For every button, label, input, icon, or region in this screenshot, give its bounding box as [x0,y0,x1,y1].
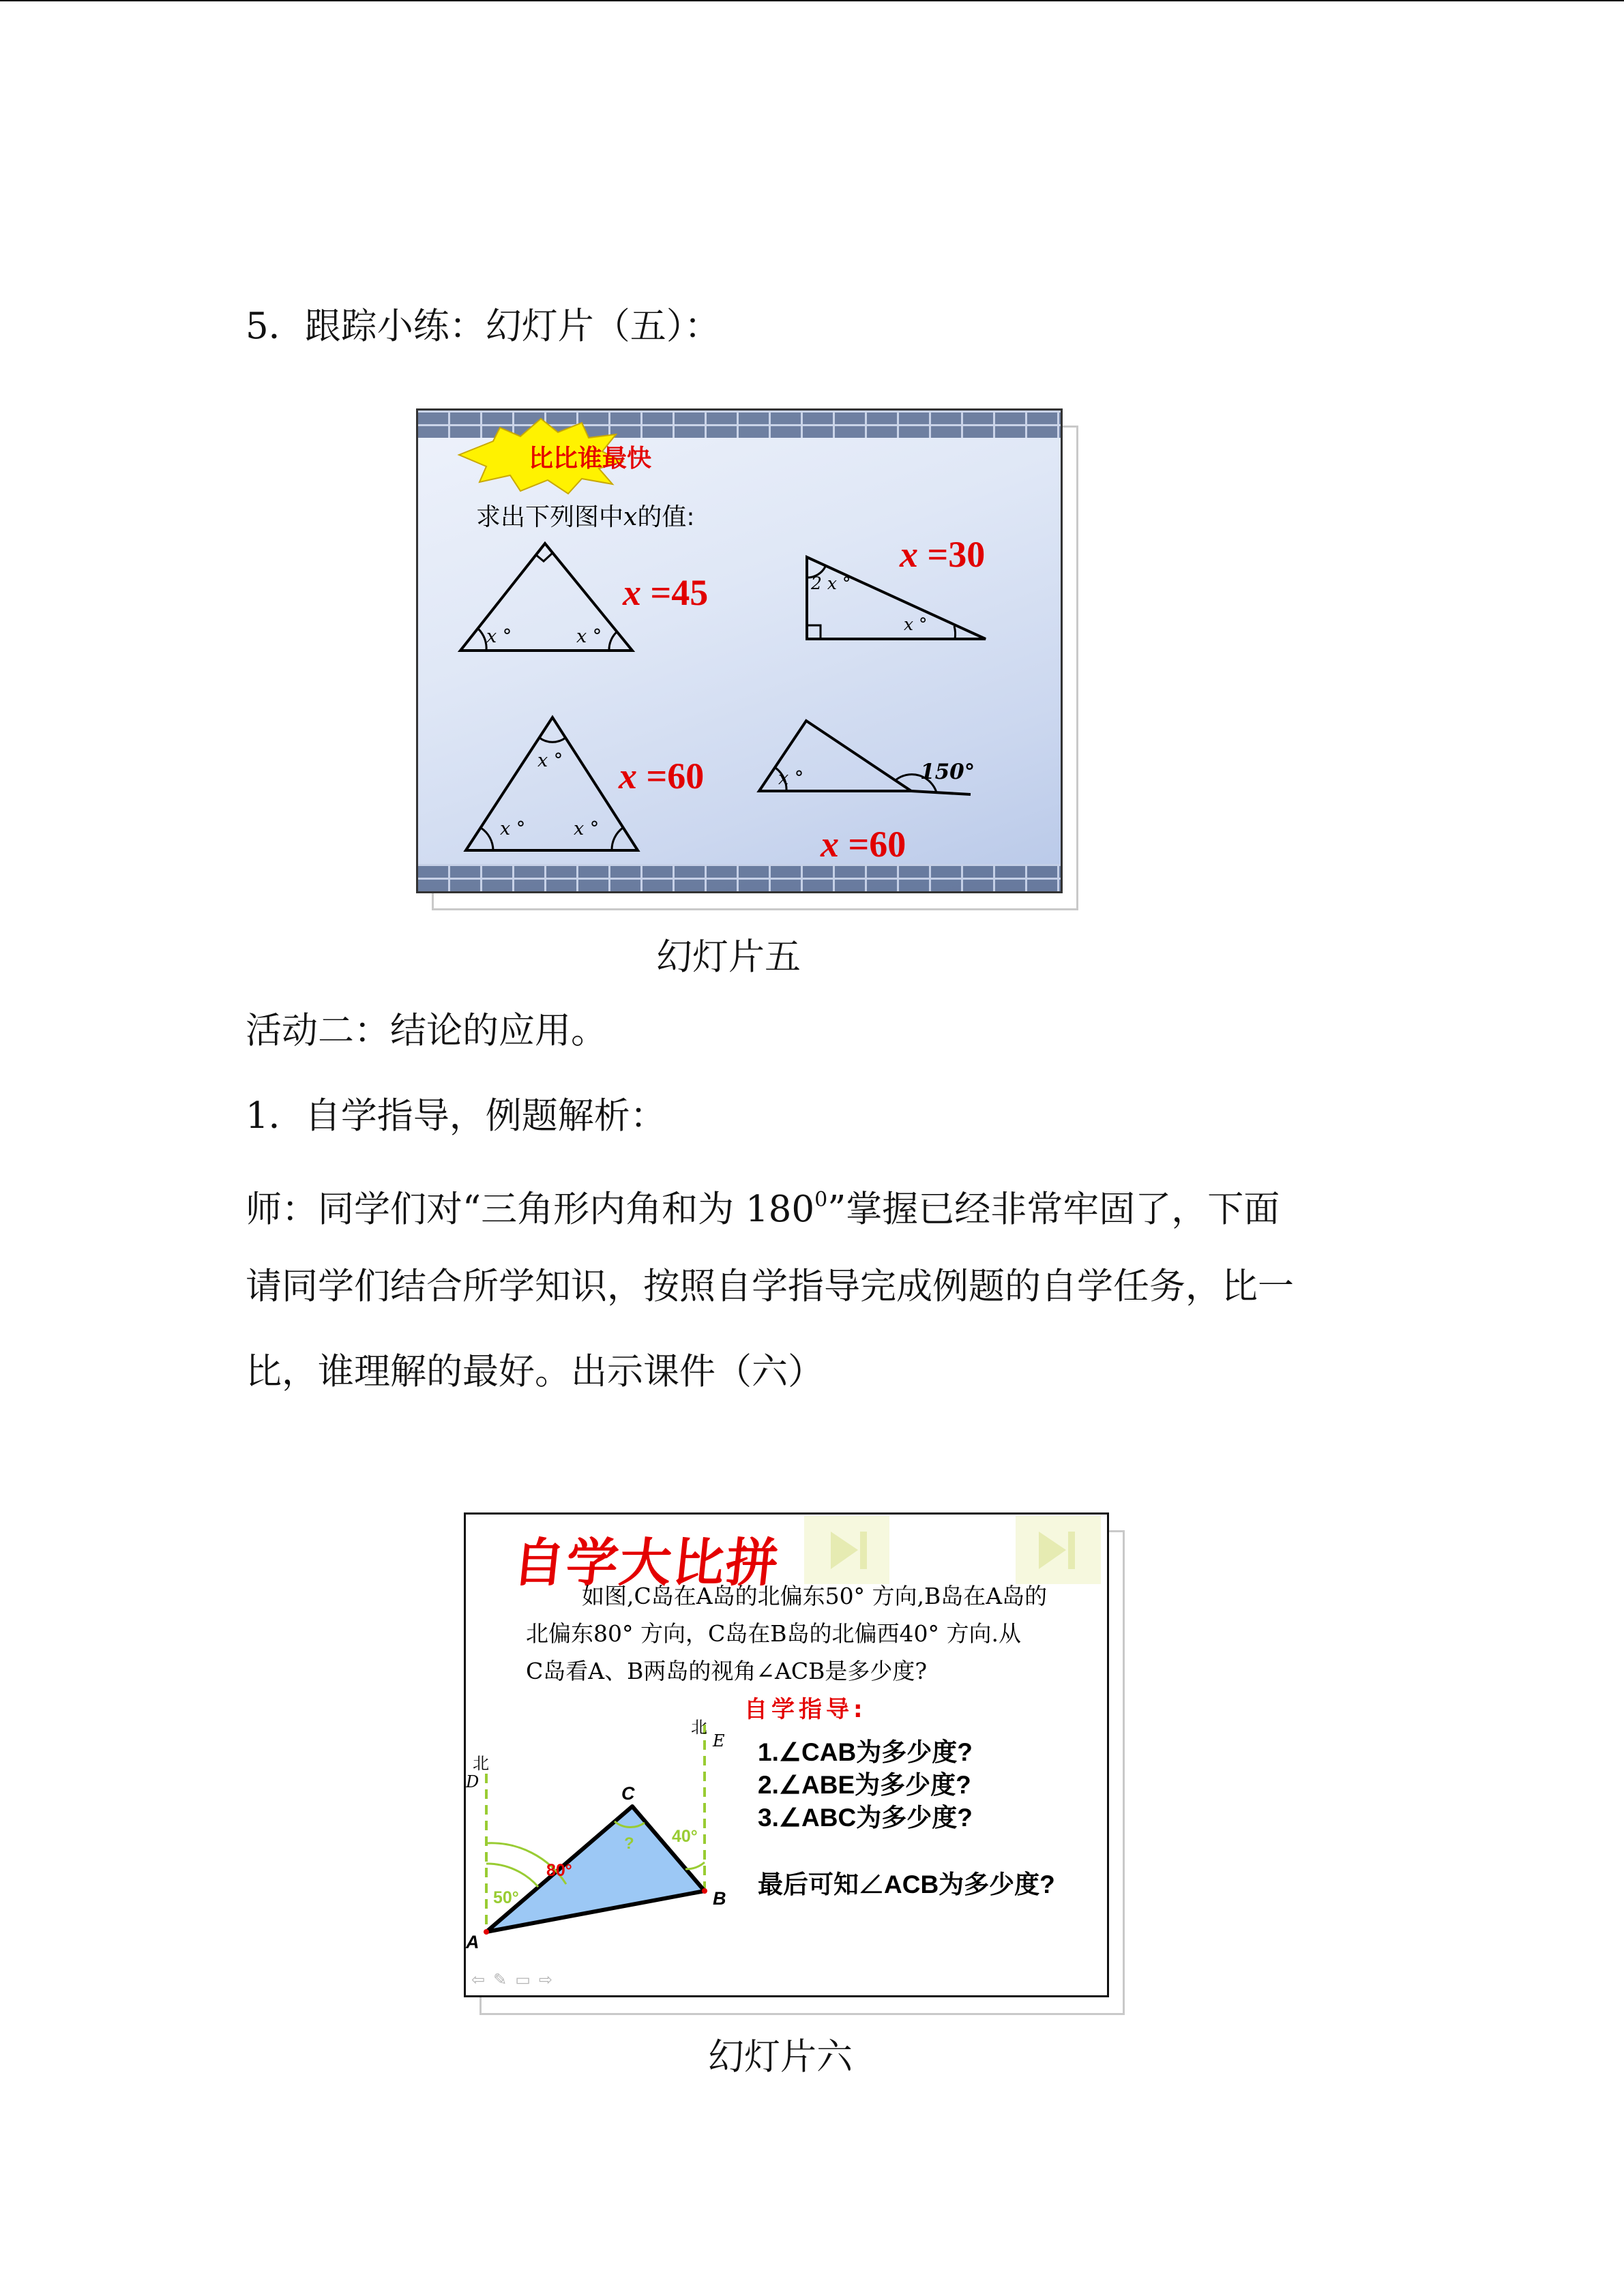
question-2: 2.∠ABE为多少度? [758,1771,971,1799]
label-D: D [466,1772,479,1791]
slide-5 [416,408,1063,893]
angle-80: 80° [546,1861,572,1880]
label-x-3c: x ° [574,818,600,839]
label-x-4: x ° [778,768,804,789]
north-label-right: 北 [691,1718,707,1737]
label-x-2: x ° [904,614,928,634]
guide-title: 自学指导: [744,1696,867,1723]
label-A: A [466,1932,479,1952]
prev-arrow-icon[interactable]: ⇦ [471,1970,494,1989]
angle-unknown: ? [624,1834,634,1853]
activity-heading: 活动二：结论的应用。 [246,1010,607,1052]
step1-heading: 1．自学指导，例题解析： [246,1095,666,1137]
prompt-prefix: 求出下列图中 [476,503,624,531]
angle-50: 50° [493,1888,519,1907]
label-x-3b: x ° [500,818,526,839]
label-E: E [713,1731,725,1750]
label-x-1a: x ° [486,626,512,647]
answer-2: x =30 [900,534,986,575]
practice-heading: 5．跟踪小练：幻灯片（五）： [246,305,721,347]
label-150: 150° [920,760,975,784]
slide-6 [464,1512,1109,1997]
triangle-ABC [486,1806,705,1932]
teacher-line-1: 师：同学们对“三角形内角和为 $180^0$”掌握已经非常牢固了，下面 [246,1188,1280,1230]
slide6-title: 自学大比拼 [510,1532,783,1593]
answer-3: x =60 [619,756,705,796]
caption-slide6: 幻灯片六 [708,2036,853,2078]
answer-4: x =60 [821,824,906,865]
north-label-left: 北 [473,1754,489,1773]
angle-40: 40° [672,1827,698,1846]
slideshow-nav-icons[interactable] [471,1970,561,1989]
prompt-suffix: 的值: [637,503,695,531]
pen-icon[interactable]: ✎ [493,1970,516,1989]
label-B: B [713,1888,726,1909]
slide5-prompt [476,498,694,533]
menu-icon[interactable]: ▭ [515,1970,539,1989]
next-arrow-icon[interactable]: ⇨ [538,1970,561,1989]
triangle-3 [466,717,638,850]
label-2x: 2 x ° [811,573,851,593]
problem-line-1: 如图,C岛在A岛的北偏东50° 方向,B岛在A岛的 [582,1583,1048,1609]
caption-slide5: 幻灯片五 [656,936,801,978]
label-x-3a: x ° [537,750,563,771]
label-x-1b: x ° [576,626,602,647]
problem-line-3: C岛看A、B两岛的视角∠ACB是多少度? [526,1658,928,1684]
teacher-line-2: 请同学们结合所学知识，按照自学指导完成例题的自学任务，比一 [246,1266,1294,1307]
label-C: C [621,1783,635,1804]
teacher-line-3: 比，谁理解的最好。出示课件（六） [246,1351,824,1392]
question-1: 1.∠CAB为多少度? [758,1738,973,1766]
answer-1: x =45 [623,572,709,613]
question-3: 3.∠ABC为多少度? [758,1804,973,1832]
question-final: 最后可知∠ACB为多少度? [758,1870,1055,1898]
slide5-figures [418,411,1061,891]
problem-line-2: 北偏东80° 方向，C岛在B岛的北偏西40° 方向.从 [526,1620,1021,1647]
prompt-var: x [623,503,638,531]
badge-text: 比比谁最快 [529,445,652,473]
slide6-problem [526,1577,1085,1690]
